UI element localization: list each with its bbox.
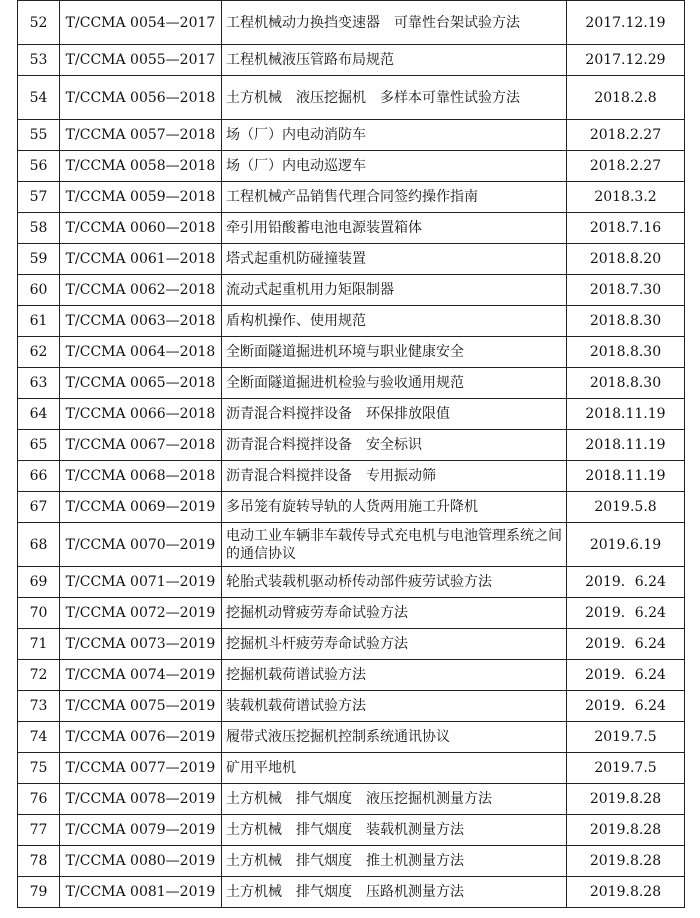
table-row (18, 753, 685, 784)
table-row (18, 1, 685, 45)
standard-code-cell: T/CCMA 0077—2019 (60, 753, 222, 784)
table-row (18, 151, 685, 182)
row-number-cell: 72 (18, 660, 60, 691)
release-date-cell: 2018.8.30 (567, 306, 685, 337)
table-row (18, 660, 685, 691)
standard-code-cell: T/CCMA 0061—2018 (60, 244, 222, 275)
release-date-cell: 2018.11.19 (567, 461, 685, 492)
row-number-cell: 68 (18, 523, 60, 567)
standard-code-cell: T/CCMA 0056—2018 (60, 76, 222, 120)
standard-code-cell: T/CCMA 0067—2018 (60, 430, 222, 461)
standard-name-cell: 土方机械 排气烟度 液压挖掘机测量方法 (222, 784, 567, 815)
standard-name-cell: 塔式起重机防碰撞装置 (222, 244, 567, 275)
table-row (18, 182, 685, 213)
release-date-cell: 2018.2.27 (567, 151, 685, 182)
standard-code-cell: T/CCMA 0076—2019 (60, 722, 222, 753)
table-row (18, 691, 685, 722)
row-number-cell: 58 (18, 213, 60, 244)
standard-name-cell: 沥青混合料搅拌设备 专用振动筛 (222, 461, 567, 492)
table-row (18, 213, 685, 244)
standard-code-cell: T/CCMA 0070—2019 (60, 523, 222, 567)
row-number-cell: 60 (18, 275, 60, 306)
standard-name-cell: 盾构机操作、使用规范 (222, 306, 567, 337)
standard-code-cell: T/CCMA 0074—2019 (60, 660, 222, 691)
row-number-cell: 74 (18, 722, 60, 753)
table-row (18, 45, 685, 76)
standard-name-cell: 挖掘机动臂疲劳寿命试验方法 (222, 598, 567, 629)
row-number-cell: 76 (18, 784, 60, 815)
standard-code-cell: T/CCMA 0063—2018 (60, 306, 222, 337)
standard-name-cell: 工程机械液压管路布局规范 (222, 45, 567, 76)
standard-name-cell: 场（厂）内电动巡逻车 (222, 151, 567, 182)
standard-code-cell: T/CCMA 0055—2017 (60, 45, 222, 76)
standards-table (17, 0, 685, 908)
row-number-cell: 78 (18, 846, 60, 877)
standard-name-cell: 土方机械 排气烟度 压路机测量方法 (222, 877, 567, 908)
row-number-cell: 71 (18, 629, 60, 660)
row-number-cell: 62 (18, 337, 60, 368)
release-date-cell: 2019.8.28 (567, 784, 685, 815)
release-date-cell: 2019.7.5 (567, 753, 685, 784)
standard-name-cell: 工程机械产品销售代理合同签约操作指南 (222, 182, 567, 213)
standard-name-cell: 矿用平地机 (222, 753, 567, 784)
release-date-cell: 2019．6.24 (567, 660, 685, 691)
release-date-cell: 2018.7.30 (567, 275, 685, 306)
release-date-cell: 2019.7.5 (567, 722, 685, 753)
row-number-cell: 57 (18, 182, 60, 213)
table-row (18, 76, 685, 120)
row-number-cell: 63 (18, 368, 60, 399)
standard-name-cell: 电动工业车辆非车载传导式充电机与电池管理系统之间的通信协议 (222, 523, 567, 567)
standard-name-cell: 沥青混合料搅拌设备 环保排放限值 (222, 399, 567, 430)
table-row (18, 430, 685, 461)
standard-code-cell: T/CCMA 0073—2019 (60, 629, 222, 660)
release-date-cell: 2018.8.20 (567, 244, 685, 275)
row-number-cell: 54 (18, 76, 60, 120)
standard-name-cell: 流动式起重机用力矩限制器 (222, 275, 567, 306)
release-date-cell: 2018.11.19 (567, 399, 685, 430)
release-date-cell: 2018.3.2 (567, 182, 685, 213)
standard-name-cell: 全断面隧道掘进机检验与验收通用规范 (222, 368, 567, 399)
standard-name-cell: 土方机械 排气烟度 推土机测量方法 (222, 846, 567, 877)
table-row (18, 461, 685, 492)
row-number-cell: 53 (18, 45, 60, 76)
table-row (18, 784, 685, 815)
standard-code-cell: T/CCMA 0072—2019 (60, 598, 222, 629)
standard-code-cell: T/CCMA 0068—2018 (60, 461, 222, 492)
release-date-cell: 2017.12.19 (567, 1, 685, 45)
standard-code-cell: T/CCMA 0071—2019 (60, 567, 222, 598)
table-row (18, 722, 685, 753)
row-number-cell: 73 (18, 691, 60, 722)
standard-name-cell: 履带式液压挖掘机控制系统通讯协议 (222, 722, 567, 753)
release-date-cell: 2019.5.8 (567, 492, 685, 523)
standard-code-cell: T/CCMA 0059—2018 (60, 182, 222, 213)
standard-name-cell: 装载机载荷谱试验方法 (222, 691, 567, 722)
table-row (18, 598, 685, 629)
release-date-cell: 2018.8.30 (567, 368, 685, 399)
standard-code-cell: T/CCMA 0069—2019 (60, 492, 222, 523)
release-date-cell: 2018.11.19 (567, 430, 685, 461)
table-row (18, 120, 685, 151)
table-row (18, 815, 685, 846)
row-number-cell: 59 (18, 244, 60, 275)
row-number-cell: 69 (18, 567, 60, 598)
table-row (18, 492, 685, 523)
standard-code-cell: T/CCMA 0054—2017 (60, 1, 222, 45)
standard-name-cell: 多吊笼有旋转导轨的人货两用施工升降机 (222, 492, 567, 523)
release-date-cell: 2017.12.29 (567, 45, 685, 76)
row-number-cell: 75 (18, 753, 60, 784)
standard-name-cell: 挖掘机斗杆疲劳寿命试验方法 (222, 629, 567, 660)
standard-code-cell: T/CCMA 0060—2018 (60, 213, 222, 244)
standard-code-cell: T/CCMA 0064—2018 (60, 337, 222, 368)
standard-code-cell: T/CCMA 0075—2019 (60, 691, 222, 722)
release-date-cell: 2018.2.27 (567, 120, 685, 151)
table-row (18, 846, 685, 877)
release-date-cell: 2019．6.24 (567, 691, 685, 722)
table-row (18, 567, 685, 598)
row-number-cell: 66 (18, 461, 60, 492)
table-row (18, 306, 685, 337)
standard-code-cell: T/CCMA 0058—2018 (60, 151, 222, 182)
table-row (18, 877, 685, 908)
row-number-cell: 55 (18, 120, 60, 151)
standard-name-cell: 场（厂）内电动消防车 (222, 120, 567, 151)
row-number-cell: 67 (18, 492, 60, 523)
standards-table-body (18, 1, 685, 908)
row-number-cell: 65 (18, 430, 60, 461)
row-number-cell: 70 (18, 598, 60, 629)
standard-name-cell: 全断面隧道掘进机环境与职业健康安全 (222, 337, 567, 368)
standard-name-cell: 沥青混合料搅拌设备 安全标识 (222, 430, 567, 461)
release-date-cell: 2018.8.30 (567, 337, 685, 368)
row-number-cell: 64 (18, 399, 60, 430)
release-date-cell: 2019．6.24 (567, 567, 685, 598)
release-date-cell: 2019.8.28 (567, 846, 685, 877)
standard-code-cell: T/CCMA 0080—2019 (60, 846, 222, 877)
standard-name-cell: 挖掘机载荷谱试验方法 (222, 660, 567, 691)
release-date-cell: 2019．6.24 (567, 629, 685, 660)
table-row (18, 275, 685, 306)
standard-code-cell: T/CCMA 0062—2018 (60, 275, 222, 306)
table-row (18, 337, 685, 368)
standard-name-cell: 牵引用铅酸蓄电池电源装置箱体 (222, 213, 567, 244)
standard-code-cell: T/CCMA 0079—2019 (60, 815, 222, 846)
row-number-cell: 61 (18, 306, 60, 337)
standard-code-cell: T/CCMA 0081—2019 (60, 877, 222, 908)
table-row (18, 629, 685, 660)
release-date-cell: 2019.8.28 (567, 877, 685, 908)
row-number-cell: 56 (18, 151, 60, 182)
release-date-cell: 2018.2.8 (567, 76, 685, 120)
row-number-cell: 77 (18, 815, 60, 846)
release-date-cell: 2019．6.24 (567, 598, 685, 629)
release-date-cell: 2018.7.16 (567, 213, 685, 244)
table-row (18, 523, 685, 567)
table-row (18, 399, 685, 430)
standard-name-cell: 轮胎式装载机驱动桥传动部件疲劳试验方法 (222, 567, 567, 598)
table-row (18, 244, 685, 275)
standard-name-cell: 土方机械 排气烟度 装载机测量方法 (222, 815, 567, 846)
row-number-cell: 52 (18, 1, 60, 45)
release-date-cell: 2019.6.19 (567, 523, 685, 567)
standard-code-cell: T/CCMA 0078—2019 (60, 784, 222, 815)
row-number-cell: 79 (18, 877, 60, 908)
standard-name-cell: 土方机械 液压挖掘机 多样本可靠性试验方法 (222, 76, 567, 120)
standard-code-cell: T/CCMA 0057—2018 (60, 120, 222, 151)
standard-name-cell: 工程机械动力换挡变速器 可靠性台架试验方法 (222, 1, 567, 45)
table-row (18, 368, 685, 399)
standard-code-cell: T/CCMA 0066—2018 (60, 399, 222, 430)
release-date-cell: 2019.8.28 (567, 815, 685, 846)
standard-code-cell: T/CCMA 0065—2018 (60, 368, 222, 399)
